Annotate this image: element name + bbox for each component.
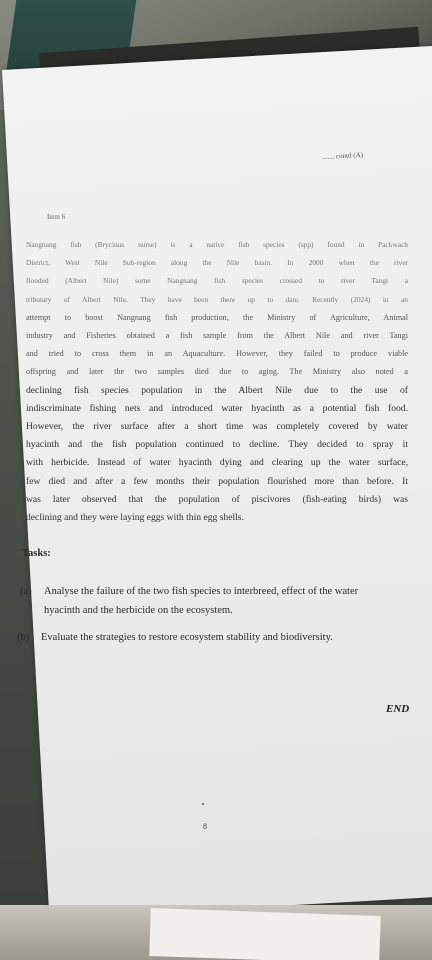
- paragraph-line: Nangnang fish (Brycinus nurse) is a native fish species (spp) found in Packwach: [26, 240, 408, 249]
- task-b-letter: (b): [17, 632, 30, 643]
- background-paper-bottom: [149, 908, 381, 960]
- paragraph-line: tributary of Albert Nile. They have been there up to date. Recently (2024) in an: [26, 294, 408, 304]
- item-label: Item 6: [47, 213, 66, 221]
- task-a-letter: (a): [20, 586, 32, 597]
- paragraph-line: and tried to cross them in an Aquaculture. However, they failed to produce viable: [26, 349, 408, 359]
- paragraph-line: with herbicide. Instead of water hyacinth dying and clearing up the water surface,: [26, 457, 408, 469]
- page-header-ref: ....... contd (A): [321, 150, 364, 162]
- paragraph-line: few died and after a few months their population flourished more than before. It: [26, 475, 408, 487]
- paragraph-line: District, West Nile Sub-region along the Nile basin. In 2000 when the river: [26, 258, 408, 268]
- paragraph-line: flooded (Albert Nile) some Nangnang fish species crossed to river Tangi a: [26, 276, 408, 286]
- paragraph-line: attempt to boost Nangnang fish production, the Ministry of Agriculture, Animal: [26, 312, 408, 322]
- paragraph-line: indiscriminate fishing nets and introduced water hyacinth as a potential fish food.: [26, 402, 408, 414]
- paragraph-line: was later observed that the population of piscivores (fish-eating birds) was: [26, 493, 408, 505]
- scenario-paragraph: [26, 236, 408, 527]
- paper-speck: [202, 803, 204, 805]
- task-b: [17, 628, 412, 647]
- task-b-line1: Evaluate the strategies to restore ecosystem stability and biodiversity.: [41, 632, 333, 643]
- paragraph-line: hyacinth and the fish population continued to decline. They decided to spray it: [26, 439, 408, 451]
- paragraph-line: However, the river surface after a short time was completely covered by water: [26, 421, 408, 433]
- tasks-heading: Tasks:: [22, 548, 51, 559]
- page-number: 8: [203, 822, 207, 831]
- paragraph-line: declining fish species population in the Albert Nile due to the use of: [26, 384, 408, 396]
- end-marker: END: [386, 703, 410, 715]
- task-a-line1: Analyse the failure of the two fish species to interbreed, effect of the water: [44, 586, 359, 597]
- task-a: [20, 582, 415, 620]
- task-a-line2: hyacinth and the herbicide on the ecosystem.: [44, 605, 233, 616]
- paragraph-line: offspring and later the two samples died due to aging. The Ministry also noted a: [26, 367, 408, 377]
- paragraph-line: industry and Fisheries obtained a fish sample from the Albert Nile and river Tangi: [26, 331, 408, 341]
- paragraph-line: declining and they were laying eggs with thin egg shells.: [26, 512, 244, 524]
